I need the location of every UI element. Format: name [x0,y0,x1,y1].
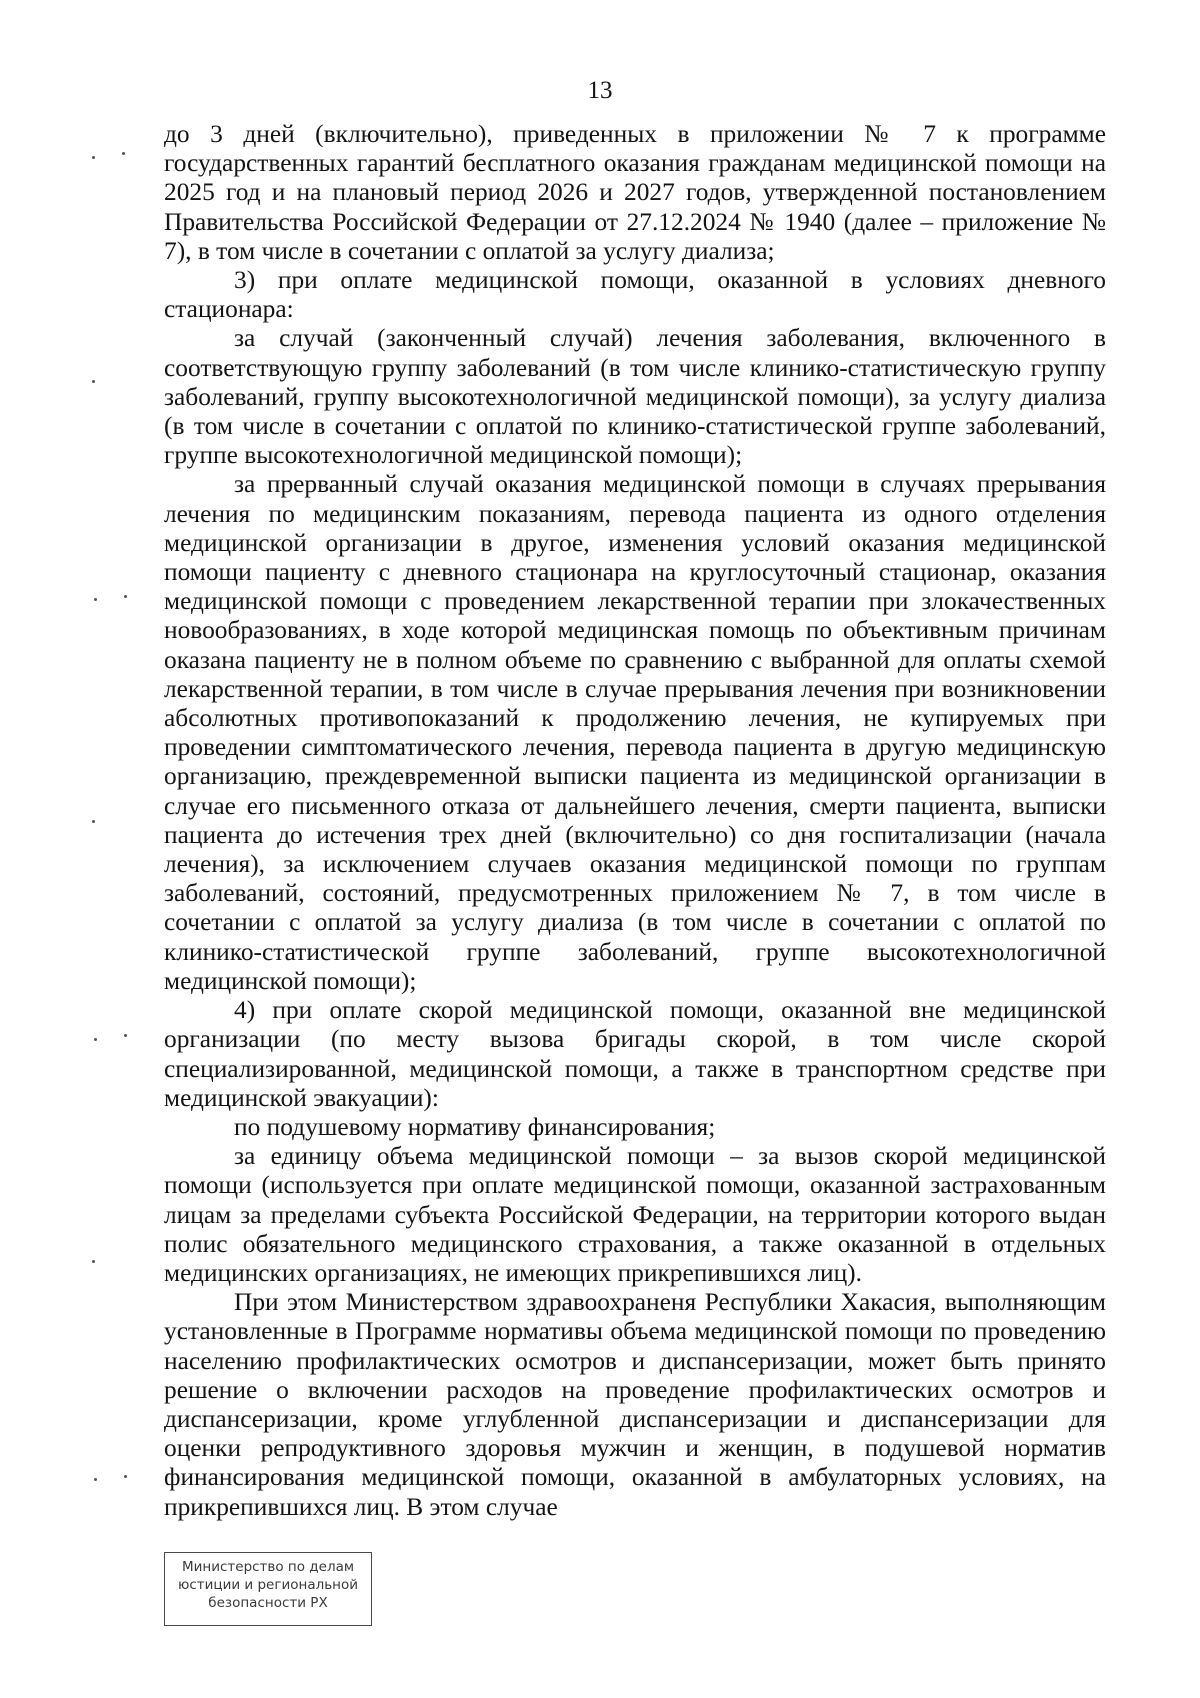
paragraph-1: до 3 дней (включительно), приведенных в приложении № 7 к программе государственных гарантий бесплатного оказания гражданам медицинской помощи на 2025 год и на плановый период 2026 и 2027 годов, утвержденной постановлением Правительства Российской Федерации от 27.12.2024 № 1940 (далее – приложение № 7), в том числе в сочетании с оплатой за услугу диализа; [164,120,1106,265]
scan-mark [124,595,127,598]
scan-mark [92,1260,95,1263]
scan-mark [92,380,95,383]
paragraph-6: по подушевому нормативу финансирования; [234,1112,716,1141]
paragraph-8: При этом Министерством здравоохраненя Республики Хакасия, выполняющим установленные в Программе нормативы объема медицинской помощи по проведению населению профилактических осмотров и диспансеризации, может быть принято решение о включении расходов на проведение профилактических осмотров и диспансеризации, кроме углубленной диспансеризации и диспансеризации для оценки репродуктивного здоровья мужчин и женщин, в подушевой норматив финансирования медицинской помощи, оказанной в амбулаторных условиях, на прикрепившихся лиц. В этом случае [164,1288,1106,1521]
scan-mark [124,1475,127,1478]
scan-mark [94,598,97,601]
stamp-line: безопасности РХ [208,1595,328,1611]
scan-mark [92,156,95,159]
paragraph-5: 4) при оплате скорой медицинской помощи, оказанной вне медицинской организации (по месту вызова бригады скорой, в том числе скорой специализированной, медицинской помощи, а также в транспортном средстве при медицинской эвакуации): [164,996,1106,1112]
paragraph-3: за случай (законченный случай) лечения заболевания, включенного в соответствующую группу заболеваний (в том числе клинико-статистическую группу заболеваний, группу высокотехнологичной медицинской помощи), за услугу диализа (в том числе в сочетании с оплатой по клинико-статистической группе заболеваний, группе высокотехнологичной медицинской помощи); [164,324,1106,470]
scan-mark [94,1038,97,1041]
paragraph-7: за единицу объема медицинской помощи – за вызов скорой медицинской помощи (используется при оплате медицинской помощи, оказанной застрахованным лицам за пределами субъекта Российской Федерации, на территории которого выдан полис обязательного медицинского страхования, а также оказанной в отдельных медицинских организациях, не имеющих прикрепившихся лиц). [164,1142,1106,1287]
document-body [164,120,1106,1522]
scan-mark [94,1478,97,1481]
paragraph-2: 3) при оплате медицинской помощи, оказанной в условиях дневного стационара: [164,266,1106,324]
scan-mark [92,820,95,823]
paragraph-4: за прерванный случай оказания медицинской помощи в случаях прерывания лечения по медицинским показаниям, перевода пациента из одного отделения медицинской организации в другое, изменения условий оказания медицинской помощи пациенту с дневного стационара на круглосуточный стационар, оказания медицинской помощи с проведением лекарственной терапии при злокачественных новообразованиях, в ходе которой медицинская помощь по объективным причинам оказана пациенту не в полном объеме по сравнению с выбранной для оплаты схемой лекарственной терапии, в том числе в случае прерывания лечения при возникновении абсолютных противопоказаний к продолжению лечения, не купируемых при проведении симптоматического лечения, перевода пациента в другую медицинскую организацию, преждевременной выписки пациента из медицинской организации в случае его письменного отказа от дальнейшего лечения, смерти пациента, выписки пациента до истечения трех дней (включительно) со дня госпитализации (начала лечения), за исключением случаев оказания медицинской помощи по группам заболеваний, состояний, предусмотренных приложением № 7, в том числе в сочетании с оплатой за услугу диализа (в том числе в сочетании с оплатой по клинико-статистической группе заболеваний, группе высокотехнологичной медицинской помощи); [164,470,1106,995]
stamp-line: юстиции и региональной [177,1577,359,1593]
page-number: 13 [587,77,613,104]
scan-mark [124,1034,127,1037]
stamp-line: Министерство по делам [181,1559,355,1575]
official-stamp [164,1552,372,1626]
scan-mark [122,152,125,155]
